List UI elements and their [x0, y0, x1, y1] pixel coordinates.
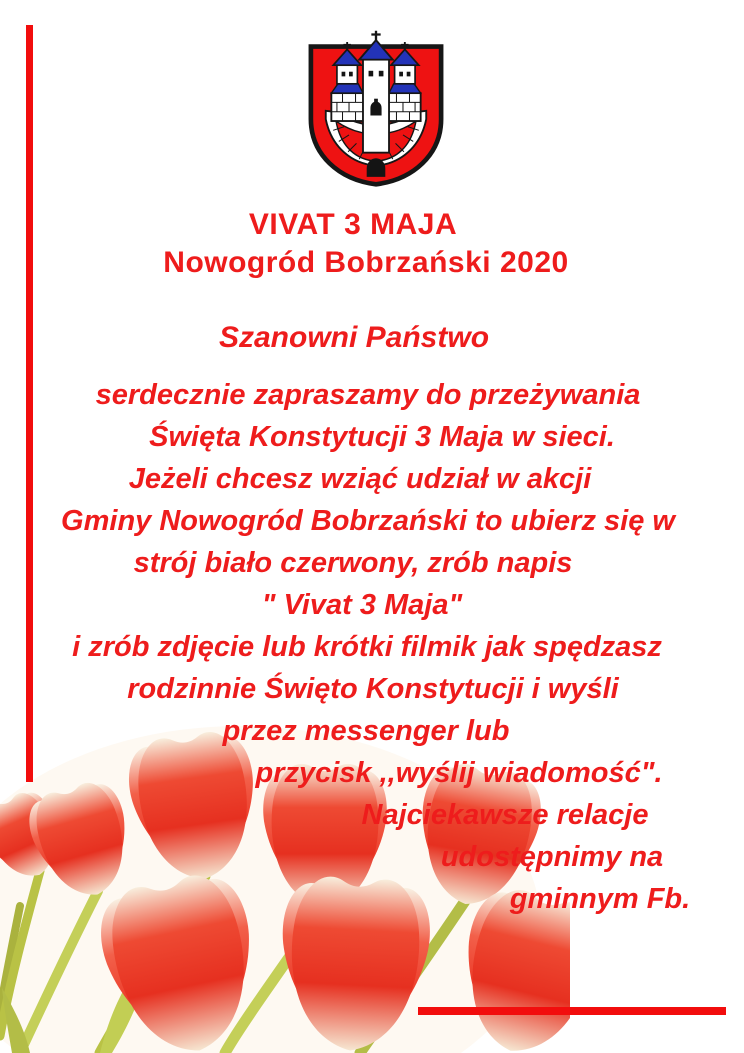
- title-line-2: Nowogród Bobrzański 2020: [163, 246, 569, 279]
- bottom-accent-bar: [418, 1007, 726, 1015]
- body-line: Gminy Nowogród Bobrzański to ubierz się w: [61, 505, 675, 537]
- body-line: udostępnimy na: [440, 841, 664, 873]
- body-line: Święta Konstytucji 3 Maja w sieci.: [149, 421, 615, 453]
- body-line: strój biało czerwony, zrób napis: [133, 547, 573, 579]
- body-text: [0, 374, 724, 920]
- body-line: Jeżeli chcesz wziąć udział w akcji: [128, 463, 592, 495]
- body-line: " Vivat 3 Maja": [261, 589, 463, 621]
- body-line: gminnym Fb.: [509, 883, 691, 915]
- title-block: [0, 206, 724, 282]
- greeting: Szanowni Państwo: [218, 321, 490, 354]
- body-line: Najciekawsze relacje: [361, 799, 649, 831]
- body-line: rodzinnie Święto Konstytucji i wyśli: [127, 673, 619, 705]
- body-line: serdecznie zapraszamy do przeżywania: [95, 379, 641, 411]
- body-line: przez messenger lub: [222, 715, 510, 747]
- title-line-1: VIVAT 3 MAJA: [248, 208, 458, 241]
- coat-of-arms-icon: [300, 28, 452, 188]
- body-line: przycisk ,,wyślij wiadomość".: [255, 757, 663, 789]
- body-line: i zrób zdjęcie lub krótki filmik jak spędzasz: [72, 631, 662, 663]
